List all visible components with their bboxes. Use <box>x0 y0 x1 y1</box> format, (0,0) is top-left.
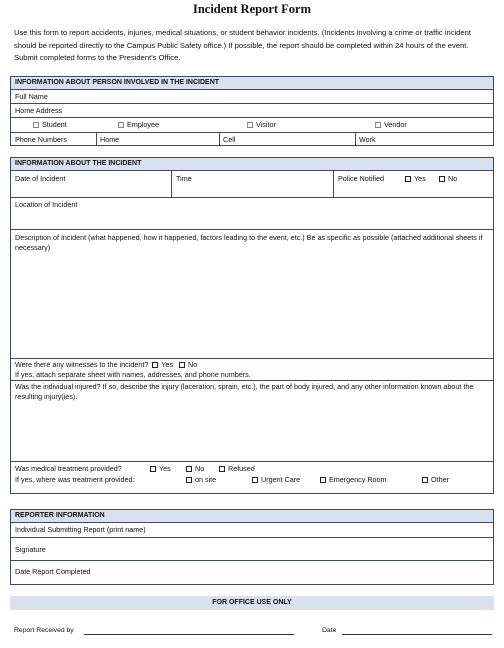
submitter-name-label: Individual Submitting Report (print name) <box>15 525 146 534</box>
row-divider <box>11 132 493 133</box>
treatment-yes-label: Yes <box>159 464 171 473</box>
role-visitor-label: Visitor <box>256 120 276 129</box>
role-employee-label: Employee <box>127 120 159 129</box>
column-divider <box>171 170 172 197</box>
treatment-refused-option[interactable] <box>219 464 255 474</box>
treatment-location-question: If yes, where was treatment provided: <box>15 475 135 484</box>
time-label: Time <box>176 174 192 183</box>
treatment-other-option[interactable] <box>422 475 449 485</box>
vendor-checkbox[interactable] <box>375 122 381 128</box>
student-checkbox[interactable] <box>33 122 39 128</box>
treatment-onsite-option[interactable] <box>186 475 216 485</box>
date-completed-label: Date Report Completed <box>15 567 91 576</box>
police-yes-checkbox[interactable] <box>405 176 411 182</box>
treatment-no-label: No <box>195 464 205 473</box>
role-vendor-label: Vendor <box>384 120 407 129</box>
column-divider <box>219 132 220 145</box>
row-divider <box>11 461 493 462</box>
received-by-line[interactable] <box>84 634 294 635</box>
incident-section <box>10 157 494 494</box>
role-student-option[interactable] <box>33 120 67 130</box>
other-label: Other <box>431 475 449 484</box>
witnesses-question <box>15 360 197 370</box>
row-divider <box>11 537 493 538</box>
description-label: Description of Incident (what happened, how it happened, factors leading to the event, etc.) Be as specific as possible (attached additional sheets if necessary) <box>15 233 483 252</box>
column-divider <box>96 132 97 145</box>
office-date-line[interactable] <box>342 634 492 635</box>
role-vendor-option[interactable] <box>375 120 407 130</box>
row-divider <box>11 560 493 561</box>
witnesses-yes-label: Yes <box>161 360 174 369</box>
office-date-label: Date <box>322 627 337 634</box>
office-use-header: FOR OFFICE USE ONLY <box>10 596 494 610</box>
injury-question: Was the individual injured? If so, describe the injury (laceration, sprain, etc.), the part of body injured, and any other information known about the resulting injury(ies). <box>15 382 474 401</box>
urgent-care-checkbox[interactable] <box>252 477 258 483</box>
visitor-checkbox[interactable] <box>247 122 253 128</box>
column-divider <box>355 132 356 145</box>
full-name-label: Full Name <box>15 92 48 101</box>
reporter-section-header: REPORTER INFORMATION <box>11 510 493 523</box>
treatment-yes-option[interactable] <box>150 464 171 474</box>
witnesses-question-text: Were there any witnesses to the incident? <box>15 360 149 369</box>
witnesses-yes-checkbox[interactable] <box>152 362 158 368</box>
treatment-no-checkbox[interactable] <box>186 466 192 472</box>
other-checkbox[interactable] <box>422 477 428 483</box>
emergency-room-label: Emergency Room <box>329 475 387 484</box>
incident-section-header: INFORMATION ABOUT THE INCIDENT <box>11 158 493 171</box>
phone-numbers-label: Phone Numbers <box>15 135 67 144</box>
column-divider <box>333 170 334 197</box>
police-no-label: No <box>448 174 458 183</box>
urgent-care-label: Urgent Care <box>261 475 301 484</box>
form-instructions: Use this form to report accidents, injuries, medical situations, or student behavior incidents. (Incidents involving a crime or traffic incident should be reported directly to the Campus Public Safety office.) If possible, the report should be completed within 24 hours of the event. Submit completed forms to the President’s Office. <box>14 28 471 63</box>
police-yes-label: Yes <box>414 174 426 183</box>
date-of-incident-label: Date of Incident <box>15 174 66 183</box>
row-divider <box>11 103 493 104</box>
role-visitor-option[interactable] <box>247 120 276 130</box>
row-divider <box>11 117 493 118</box>
onsite-label: on site <box>195 475 217 484</box>
role-student-label: Student <box>42 120 67 129</box>
employee-checkbox[interactable] <box>118 122 124 128</box>
row-divider <box>11 229 493 230</box>
work-phone-field[interactable]: Work <box>359 135 376 144</box>
home-phone-field[interactable]: Home <box>100 135 120 144</box>
person-section <box>10 76 494 146</box>
signature-label: Signature <box>15 545 46 554</box>
treatment-question: Was medical treatment provided? <box>15 464 122 473</box>
emergency-room-checkbox[interactable] <box>320 477 326 483</box>
witnesses-no-checkbox[interactable] <box>179 362 185 368</box>
location-label: Location of Incident <box>15 200 78 209</box>
police-notified-label: Police Notified <box>338 174 384 183</box>
row-divider <box>11 197 493 198</box>
role-employee-option[interactable] <box>118 120 159 130</box>
row-divider <box>11 358 493 359</box>
police-no-checkbox[interactable] <box>439 176 445 182</box>
onsite-checkbox[interactable] <box>186 477 192 483</box>
reporter-section <box>10 509 494 585</box>
received-by-label: Report Received by <box>14 627 74 634</box>
home-address-label: Home Address <box>15 106 63 115</box>
form-title: Incident Report Form <box>192 2 312 16</box>
treatment-no-option[interactable] <box>186 464 204 474</box>
cell-phone-field[interactable]: Cell <box>223 135 236 144</box>
witnesses-note: If yes, attach separate sheet with names, addresses, and phone numbers. <box>15 370 251 379</box>
treatment-urgent-care-option[interactable] <box>252 475 300 485</box>
police-yes-option[interactable] <box>405 174 426 184</box>
person-section-header: INFORMATION ABOUT PERSON INVOLVED IN THE INCIDENT <box>11 77 493 90</box>
treatment-refused-label: Refused <box>228 464 255 473</box>
police-no-option[interactable] <box>439 174 457 184</box>
treatment-refused-checkbox[interactable] <box>219 466 225 472</box>
witnesses-no-label: No <box>188 360 198 369</box>
treatment-yes-checkbox[interactable] <box>150 466 156 472</box>
treatment-emergency-room-option[interactable] <box>320 475 387 485</box>
row-divider <box>11 380 493 381</box>
